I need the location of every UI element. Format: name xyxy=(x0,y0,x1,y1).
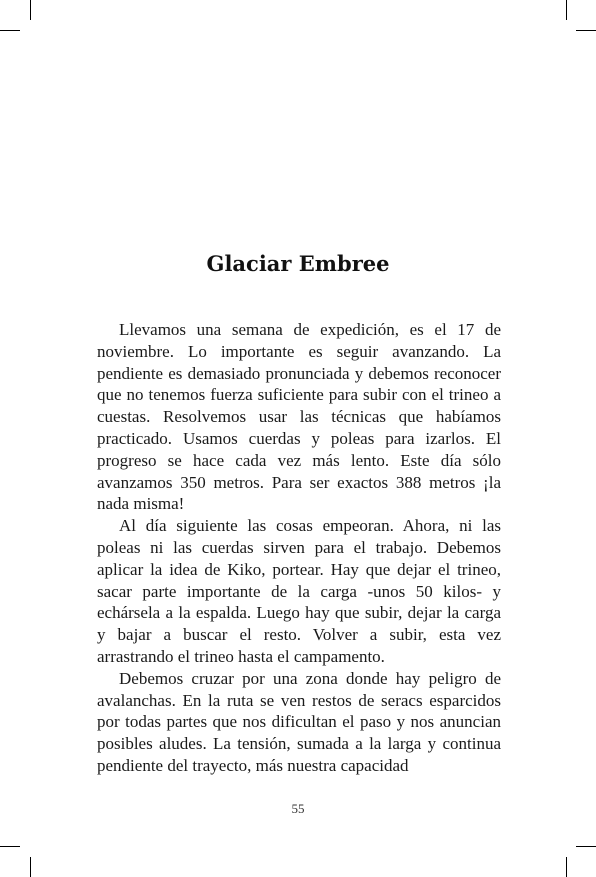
crop-mark-top-left-horizontal xyxy=(0,30,20,31)
crop-mark-top-right-vertical xyxy=(566,0,567,20)
crop-mark-bottom-left-vertical xyxy=(30,857,31,877)
crop-mark-bottom-right-horizontal xyxy=(576,846,596,847)
crop-mark-bottom-right-vertical xyxy=(566,857,567,877)
crop-mark-bottom-left-horizontal xyxy=(0,846,20,847)
crop-mark-top-right-horizontal xyxy=(576,30,596,31)
paragraph: Llevamos una semana de expedición, es el 17 de noviembre. Lo importante es seguir avanzando. La pendiente es demasiado pronunciada y debemos reconocer que no tenemos fuerza suficiente para subir con el trineo a cuestas. Resolvemos usar las técnicas que habíamos practicado. Usamos cuerdas y poleas para izarlos. El progreso se hace cada vez más lento. Este día sólo avanzamos 350 metros. Para ser exactos 388 metros ¡la nada misma! xyxy=(97,320,501,514)
body-text xyxy=(97,319,501,777)
paragraph: Debemos cruzar por una zona donde hay peligro de avalanchas. En la ruta se ven restos de seracs esparcidos por todas partes que nos dificultan el paso y nos anuncian posibles aludes. La tensión, sumada a la larga y continua pendiente del trayecto, más nuestra capacidad xyxy=(97,668,501,775)
paragraph: Al día siguiente las cosas empeoran. Ahora, ni las poleas ni las cuerdas sirven para el trabajo. Debemos aplicar la idea de Kiko, portear. Hay que dejar el trineo, sacar parte importante de la carga -unos 50 kilos- y echársela a la espalda. Luego hay que subir, dejar la carga y bajar a buscar el resto. Volver a subir, esta vez arrastrando el trineo hasta el campamento. xyxy=(97,516,501,666)
page-number: 55 xyxy=(291,801,305,816)
crop-mark-top-left-vertical xyxy=(30,0,31,20)
chapter-title: Glaciar Embree xyxy=(206,251,390,276)
